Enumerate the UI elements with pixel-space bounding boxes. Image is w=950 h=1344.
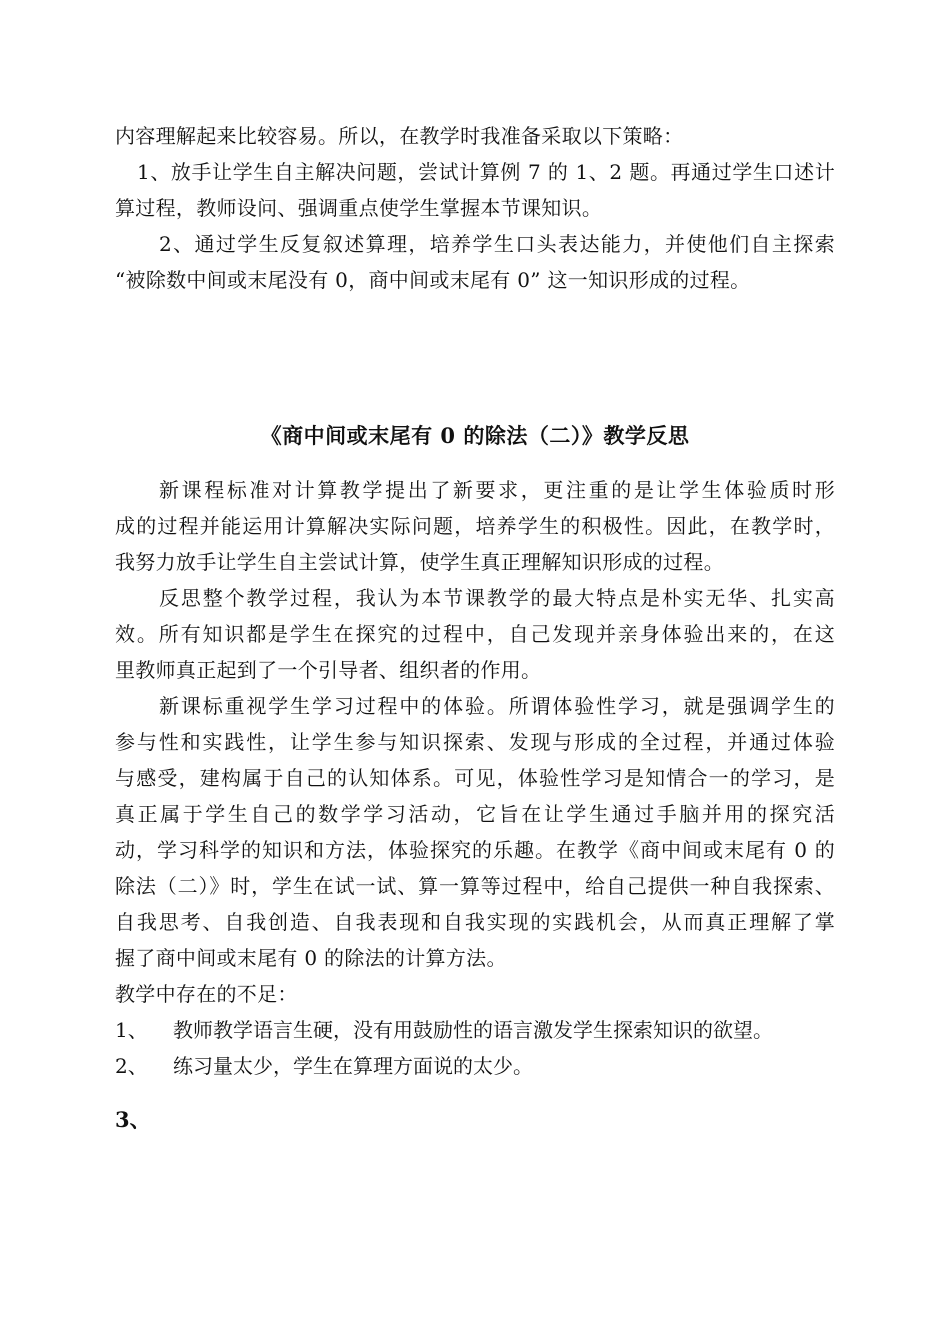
intro-line-3: 算过程，教师设问、强调重点使学生掌握本节课知识。 [115, 196, 603, 220]
paragraph-line: 里教师真正起到了一个引导者、组织者的作用。 [115, 658, 542, 682]
list-item [115, 1012, 835, 1048]
list-item-text: 练习量太少，学生在算理方面说的太少。 [173, 1054, 533, 1078]
list-item-number-3: 3、 [115, 1107, 151, 1132]
paragraph-line: 握了商中间或末尾有 0 的除法的计算方法。 [115, 946, 507, 970]
paragraph-line: 与感受，建构属于自己的认知体系。可见，体验性学习是知情合一的学习，是 [115, 766, 835, 790]
paragraph-line: 参与性和实践性，让学生参与知识探索、发现与形成的全过程，并通过体验 [115, 730, 835, 754]
list-item [115, 1048, 835, 1084]
paragraph-line: 效。所有知识都是学生在探究的过程中，自己发现并亲身体验出来的，在这 [115, 622, 835, 646]
intro-section [115, 118, 835, 298]
paragraph-line: 反思整个教学过程，我认为本节课教学的最大特点是朴实无华、扎实高 [159, 586, 835, 610]
paragraph-line: 真正属于学生自己的数学学习活动，它旨在让学生通过手脑并用的探究活 [115, 802, 835, 826]
list-item-text: 教师教学语言生硬，没有用鼓励性的语言激发学生探索知识的欲望。 [173, 1018, 773, 1042]
document-page [115, 118, 835, 1138]
paragraph-line: 我努力放手让学生自主尝试计算，使学生真正理解知识形成的过程。 [115, 550, 724, 574]
intro-line-1: 内容理解起来比较容易。所以，在教学时我准备采取以下策略： [115, 124, 684, 148]
paragraph-line: 新课标重视学生学习过程中的体验。所谓体验性学习，就是强调学生的 [159, 694, 835, 718]
paragraph-line: 成的过程并能运用计算解决实际问题，培养学生的积极性。因此，在教学时， [115, 514, 835, 538]
intro-line-4: 2、通过学生反复叙述算理，培养学生口头表达能力，并使他们自主探索 [159, 232, 835, 256]
shortcomings-list [115, 1012, 835, 1084]
shortcomings-heading: 教学中存在的不足： [115, 982, 298, 1006]
paragraph-line: 自我思考、自我创造、自我表现和自我实现的实践机会，从而真正理解了掌 [115, 910, 835, 934]
list-item-number: 1、 [115, 1018, 148, 1042]
paragraph-line: 除法（二）》时，学生在试一试、算一算等过程中，给自己提供一种自我探索、 [115, 874, 835, 898]
paragraph-line: 动，学习科学的知识和方法，体验探究的乐趣。在教学《商中间或末尾有 0 的 [115, 838, 835, 862]
intro-line-2: 1、放手让学生自主解决问题，尝试计算例 7 的 1、2 题。再通过学生口述计 [137, 160, 835, 184]
list-item-number: 2、 [115, 1054, 148, 1078]
paragraph-2 [115, 580, 835, 688]
section-gap [115, 298, 835, 418]
intro-line-5: “被除数中间或末尾没有 0，商中间或末尾有 0” 这一知识形成的过程。 [115, 268, 751, 292]
paragraph-line: 新课程标准对计算教学提出了新要求，更注重的是让学生体验质时形 [159, 478, 835, 502]
document-title: 《商中间或末尾有 0 的除法（二）》教学反思 [260, 423, 690, 448]
paragraph-3 [115, 688, 835, 976]
paragraph-1 [115, 472, 835, 580]
